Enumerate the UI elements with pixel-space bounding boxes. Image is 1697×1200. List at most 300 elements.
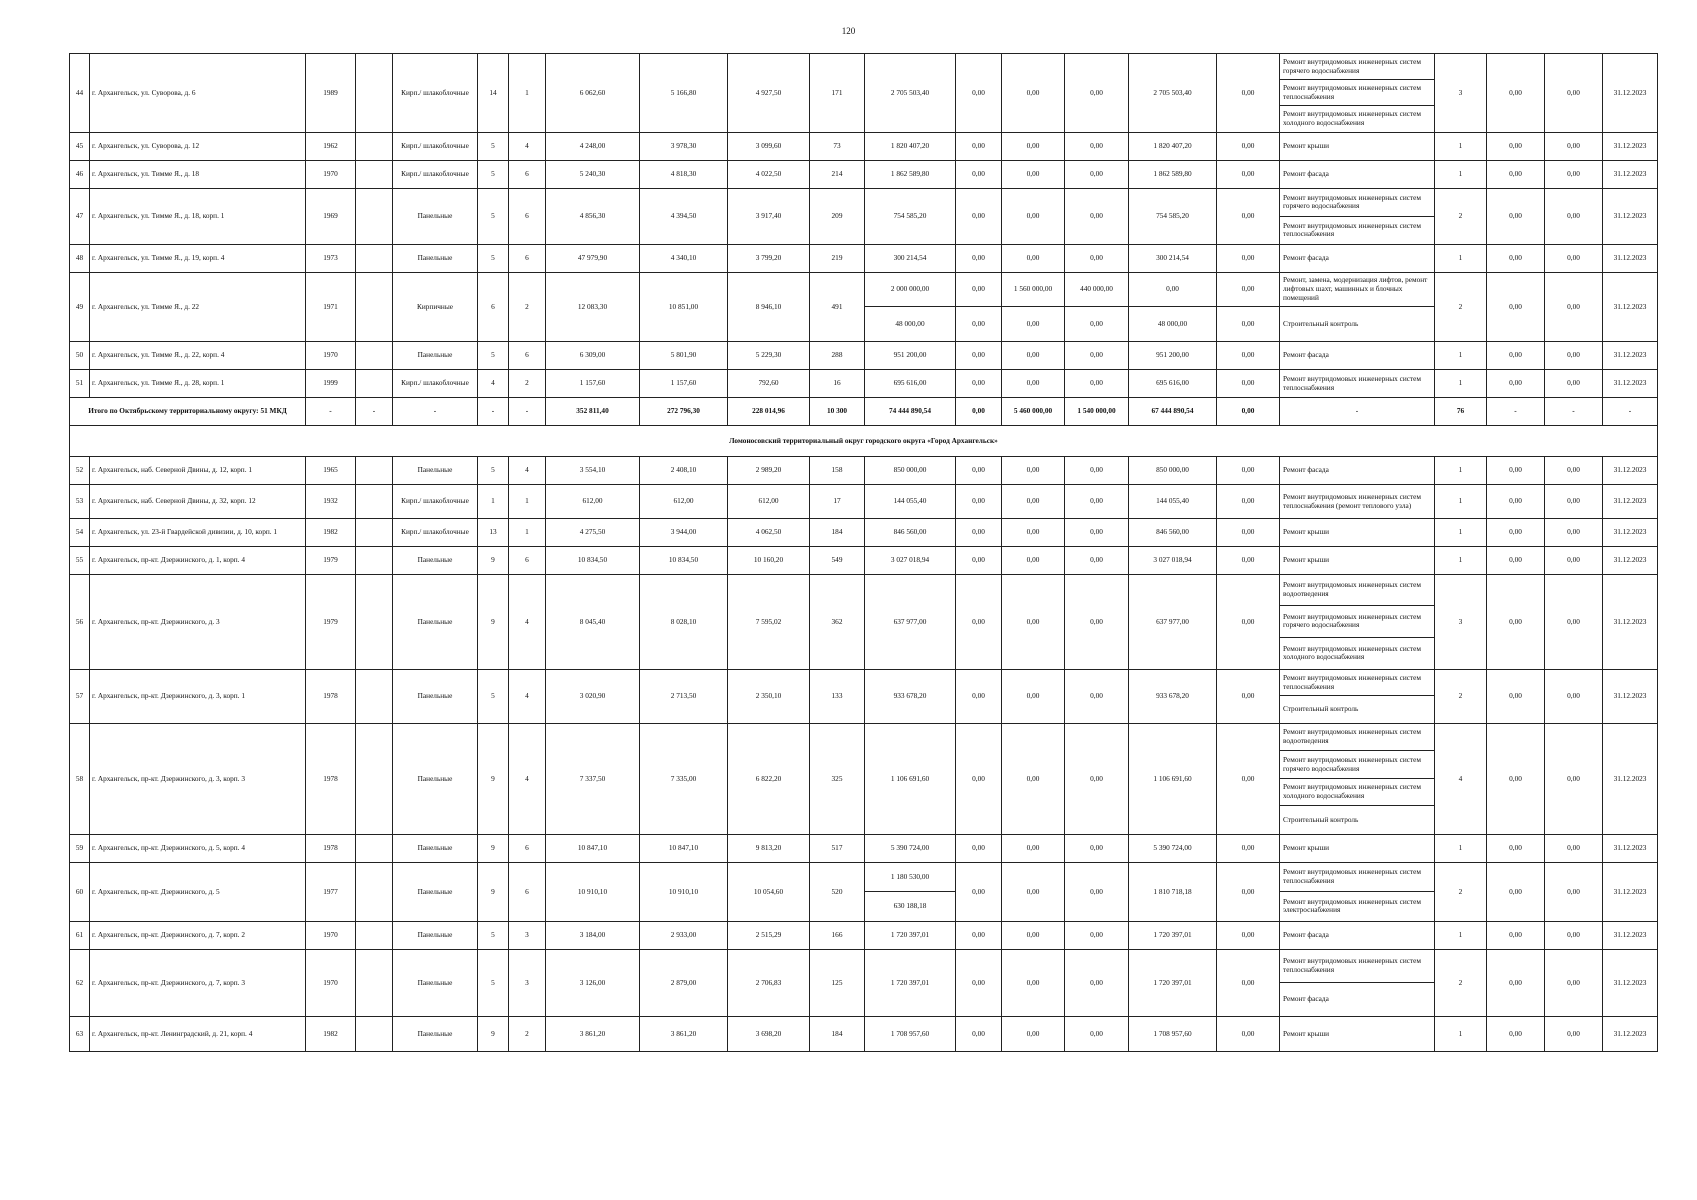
fund-owners-cell: 144 055,40	[1129, 485, 1217, 519]
unit-cost-limit-cell: 0,00	[1545, 161, 1603, 189]
residential-area-cell: 5 229,30	[728, 342, 810, 370]
deadline-cell: 31.12.2023	[1603, 575, 1658, 670]
table-row	[70, 342, 1658, 370]
entrances-cell: 2	[509, 1016, 546, 1051]
row-number: 61	[70, 921, 90, 949]
residential-area-cell: 10 160,20	[728, 547, 810, 575]
section-header-row	[70, 426, 1658, 457]
total-area-cell: 612,00	[546, 485, 640, 519]
fund-owners-cell: 850 000,00	[1129, 457, 1217, 485]
total-cell: -	[393, 398, 478, 426]
total-row	[70, 398, 1658, 426]
unit-cost-limit-cell: 0,00	[1545, 1016, 1603, 1051]
entrances-cell: 2	[509, 370, 546, 398]
total-cell: 5 460 000,00	[1002, 398, 1065, 426]
total-cell: -	[306, 398, 356, 426]
fund-local-cell: 0,00	[1065, 370, 1129, 398]
unit-cost-cell: 0,00	[1487, 161, 1545, 189]
works-count-cell: 1	[1435, 245, 1487, 273]
row-number: 58	[70, 723, 90, 834]
entrances-cell: 1	[509, 485, 546, 519]
row-number: 47	[70, 189, 90, 245]
cost-cell-part: 1 180 530,00	[865, 863, 955, 892]
fund-regional-cell: 0,00	[1002, 575, 1065, 670]
table-row	[70, 485, 1658, 519]
premises-area-cell: 8 028,10	[640, 575, 728, 670]
fund-local-cell	[1065, 273, 1129, 342]
unit-cost-limit-cell: 0,00	[1545, 669, 1603, 723]
work-item: Ремонт внутридомовых инженерных систем водоотведения	[1280, 575, 1434, 606]
work-item: Ремонт фасада	[1283, 994, 1329, 1004]
wall-material-cell: Кирп./ шлакоблочные	[393, 485, 478, 519]
total-area-cell: 5 240,30	[546, 161, 640, 189]
fund-local-cell: 0,00	[1065, 245, 1129, 273]
total-cell: 74 444 890,54	[865, 398, 956, 426]
premises-area-cell: 2 713,50	[640, 669, 728, 723]
works-count-cell: 1	[1435, 161, 1487, 189]
year-overhaul-cell	[356, 834, 393, 862]
fund-owners-cell: 3 027 018,94	[1129, 547, 1217, 575]
row-number: 63	[70, 1016, 90, 1051]
year-overhaul-cell	[356, 161, 393, 189]
fund-regional-cell: 0,00	[1002, 485, 1065, 519]
address-cell: г. Архангельск, пр-кт. Ленинградский, д. 21, корп. 4	[90, 1016, 306, 1051]
works-count-cell: 4	[1435, 723, 1487, 834]
year-built-cell: 1970	[306, 161, 356, 189]
deadline-cell: 31.12.2023	[1603, 547, 1658, 575]
wall-material-cell: Кирп./ шлакоблочные	[393, 519, 478, 547]
deadline-cell: 31.12.2023	[1603, 949, 1658, 1016]
total-cell: -	[509, 398, 546, 426]
deadline-cell: 31.12.2023	[1603, 133, 1658, 161]
total-cell: 67 444 890,54	[1129, 398, 1217, 426]
works-count-cell: 1	[1435, 342, 1487, 370]
unit-cost-limit-cell: 0,00	[1545, 575, 1603, 670]
year-overhaul-cell	[356, 245, 393, 273]
fund-owners-cell: 933 678,20	[1129, 669, 1217, 723]
deadline-cell: 31.12.2023	[1603, 519, 1658, 547]
fund-local-cell: 0,00	[1065, 54, 1129, 133]
unit-cost-limit-cell: 0,00	[1545, 949, 1603, 1016]
deadline-cell: 31.12.2023	[1603, 1016, 1658, 1051]
fund-regional-cell: 0,00	[1002, 834, 1065, 862]
premises-area-cell: 3 978,30	[640, 133, 728, 161]
address-cell: г. Архангельск, пр-кт. Дзержинского, д. 5, корп. 4	[90, 834, 306, 862]
residents-cell: 325	[810, 723, 865, 834]
fund-owners-cell: 5 390 724,00	[1129, 834, 1217, 862]
total-cell: -	[478, 398, 509, 426]
deadline-cell: 31.12.2023	[1603, 54, 1658, 133]
work-item: Ремонт внутридомовых инженерных систем теплоснабжения	[1280, 863, 1434, 892]
row-number: 59	[70, 834, 90, 862]
total-cell: -	[356, 398, 393, 426]
fund-other-cell: 0,00	[1217, 161, 1280, 189]
total-cell: 10 300	[810, 398, 865, 426]
work-item: Ремонт фасада	[1283, 253, 1329, 263]
works-cell	[1280, 245, 1435, 273]
floors-cell: 5	[478, 161, 509, 189]
work-item: Ремонт внутридомовых инженерных систем горячего водоснабжения	[1280, 751, 1434, 779]
works-count-cell: 1	[1435, 519, 1487, 547]
floors-cell: 5	[478, 189, 509, 245]
year-built-cell: 1971	[306, 273, 356, 342]
total-area-cell: 4 248,00	[546, 133, 640, 161]
cost-cell: 951 200,00	[865, 342, 956, 370]
deadline-cell: 31.12.2023	[1603, 723, 1658, 834]
works-count-cell: 2	[1435, 949, 1487, 1016]
residents-cell: 549	[810, 547, 865, 575]
entrances-cell: 3	[509, 949, 546, 1016]
fund-federal-cell: 0,00	[956, 723, 1002, 834]
fund-regional-cell: 0,00	[1002, 723, 1065, 834]
fund-regional-cell: 0,00	[1002, 669, 1065, 723]
premises-area-cell: 4 340,10	[640, 245, 728, 273]
table-row	[70, 457, 1658, 485]
work-item: Ремонт фасада	[1283, 465, 1329, 475]
fund-federal-cell: 0,00	[956, 862, 1002, 921]
fund-owners-cell: 1 820 407,20	[1129, 133, 1217, 161]
works-cell	[1280, 547, 1435, 575]
cost-cell: 695 616,00	[865, 370, 956, 398]
capital-repair-table	[69, 53, 1658, 1052]
total-cell: 228 014,96	[728, 398, 810, 426]
floors-cell: 5	[478, 342, 509, 370]
residents-cell: 517	[810, 834, 865, 862]
work-item: Строительный контроль	[1283, 318, 1359, 328]
wall-material-cell: Кирп./ шлакоблочные	[393, 370, 478, 398]
total-area-cell: 3 861,20	[546, 1016, 640, 1051]
table-row	[70, 189, 1658, 245]
residents-cell: 288	[810, 342, 865, 370]
cost-cell: 846 560,00	[865, 519, 956, 547]
row-number: 55	[70, 547, 90, 575]
works-count-cell: 1	[1435, 1016, 1487, 1051]
wall-material-cell: Панельные	[393, 949, 478, 1016]
year-built-cell: 1977	[306, 862, 356, 921]
floors-cell: 14	[478, 54, 509, 133]
cost-cell-part: 630 188,18	[893, 901, 927, 911]
works-cell	[1280, 133, 1435, 161]
fund-local-cell: 0,00	[1065, 921, 1129, 949]
unit-cost-limit-cell: 0,00	[1545, 519, 1603, 547]
deadline-cell: 31.12.2023	[1603, 921, 1658, 949]
residents-cell: 133	[810, 669, 865, 723]
fund-owners-cell: 1 720 397,01	[1129, 921, 1217, 949]
residents-cell: 491	[810, 273, 865, 342]
residential-area-cell: 7 595,02	[728, 575, 810, 670]
address-cell: г. Архангельск, ул. Тимме Я., д. 18, корп. 1	[90, 189, 306, 245]
works-count-cell: 2	[1435, 273, 1487, 342]
work-item: Ремонт внутридомовых инженерных систем холодного водоснабжения	[1283, 109, 1422, 127]
fund-other-cell: 0,00	[1217, 189, 1280, 245]
fund-other-cell: 0,00	[1217, 669, 1280, 723]
works-count-cell: 2	[1435, 189, 1487, 245]
works-cell	[1280, 921, 1435, 949]
cost-cell: 1 862 589,80	[865, 161, 956, 189]
residential-area-cell: 2 350,10	[728, 669, 810, 723]
work-item: Ремонт внутридомовых инженерных систем теплоснабжения	[1280, 80, 1434, 106]
unit-cost-cell: 0,00	[1487, 54, 1545, 133]
works-count-cell: 1	[1435, 834, 1487, 862]
table-row	[70, 723, 1658, 834]
cost-cell: 1 820 407,20	[865, 133, 956, 161]
year-built-cell: 1978	[306, 834, 356, 862]
premises-area-cell: 3 861,20	[640, 1016, 728, 1051]
total-cell: -	[1603, 398, 1658, 426]
fund-other-cell: 0,00	[1217, 723, 1280, 834]
residents-cell: 73	[810, 133, 865, 161]
total-area-cell: 1 157,60	[546, 370, 640, 398]
work-item: Ремонт внутридомовых инженерных систем теплоснабжения	[1283, 220, 1422, 239]
fund-owners-cell: 846 560,00	[1129, 519, 1217, 547]
fund-local-cell: 0,00	[1065, 133, 1129, 161]
fund-local-cell: 0,00	[1065, 189, 1129, 245]
premises-area-cell: 2 879,00	[640, 949, 728, 1016]
row-number: 50	[70, 342, 90, 370]
fund-other-cell: 0,00	[1217, 54, 1280, 133]
total-area-cell: 3 126,00	[546, 949, 640, 1016]
address-cell: г. Архангельск, ул. Тимме Я., д. 18	[90, 161, 306, 189]
fund-local-cell: 0,00	[1065, 161, 1129, 189]
table-row	[70, 54, 1658, 133]
deadline-cell: 31.12.2023	[1603, 273, 1658, 342]
row-number: 44	[70, 54, 90, 133]
cost-cell	[865, 862, 956, 921]
cost-cell: 3 027 018,94	[865, 547, 956, 575]
year-built-cell: 1979	[306, 575, 356, 670]
table-row	[70, 575, 1658, 670]
address-cell: г. Архангельск, ул. Суворова, д. 12	[90, 133, 306, 161]
premises-area-cell: 4 394,50	[640, 189, 728, 245]
unit-cost-limit-cell: 0,00	[1545, 834, 1603, 862]
work-item: Ремонт внутридомовых инженерных систем горячего водоснабжения	[1280, 189, 1434, 217]
residents-cell: 184	[810, 1016, 865, 1051]
fund-regional-cell: 0,00	[1002, 342, 1065, 370]
unit-cost-cell: 0,00	[1487, 189, 1545, 245]
unit-cost-cell: 0,00	[1487, 457, 1545, 485]
row-number: 52	[70, 457, 90, 485]
fund-federal-cell: 0,00	[956, 370, 1002, 398]
unit-cost-limit-cell: 0,00	[1545, 189, 1603, 245]
works-cell	[1280, 457, 1435, 485]
work-item: Ремонт крыши	[1283, 555, 1330, 565]
cost-cell: 300 214,54	[865, 245, 956, 273]
deadline-cell: 31.12.2023	[1603, 342, 1658, 370]
total-area-cell: 10 910,10	[546, 862, 640, 921]
fund-other-cell-part: 0,00	[1241, 318, 1255, 328]
work-item: Ремонт внутридомовых инженерных систем электроснабжения	[1283, 896, 1422, 915]
entrances-cell: 4	[509, 669, 546, 723]
year-overhaul-cell	[356, 862, 393, 921]
floors-cell: 5	[478, 921, 509, 949]
work-item: Ремонт внутридомовых инженерных систем горячего водоснабжения	[1280, 606, 1434, 637]
premises-area-cell: 2 408,10	[640, 457, 728, 485]
table-row	[70, 245, 1658, 273]
fund-regional-cell: 0,00	[1002, 862, 1065, 921]
residents-cell: 362	[810, 575, 865, 670]
entrances-cell: 4	[509, 575, 546, 670]
floors-cell: 9	[478, 723, 509, 834]
unit-cost-limit-cell: 0,00	[1545, 273, 1603, 342]
fund-federal-cell: 0,00	[956, 245, 1002, 273]
residential-area-cell: 2 989,20	[728, 457, 810, 485]
year-overhaul-cell	[356, 1016, 393, 1051]
total-cell: 352 811,40	[546, 398, 640, 426]
floors-cell: 5	[478, 245, 509, 273]
premises-area-cell: 2 933,00	[640, 921, 728, 949]
fund-local-cell: 0,00	[1065, 862, 1129, 921]
unit-cost-cell: 0,00	[1487, 862, 1545, 921]
unit-cost-cell: 0,00	[1487, 575, 1545, 670]
fund-federal-cell: 0,00	[956, 54, 1002, 133]
entrances-cell: 6	[509, 342, 546, 370]
address-cell: г. Архангельск, пр-кт. Дзержинского, д. 7, корп. 3	[90, 949, 306, 1016]
fund-other-cell: 0,00	[1217, 245, 1280, 273]
fund-local-cell: 0,00	[1065, 949, 1129, 1016]
works-count-cell: 1	[1435, 133, 1487, 161]
works-cell	[1280, 575, 1435, 670]
row-number: 53	[70, 485, 90, 519]
row-number: 51	[70, 370, 90, 398]
works-count-cell: 1	[1435, 547, 1487, 575]
deadline-cell: 31.12.2023	[1603, 245, 1658, 273]
fund-local-cell: 0,00	[1065, 669, 1129, 723]
cost-cell-part: 2 000 000,00	[865, 273, 955, 307]
works-cell	[1280, 723, 1435, 834]
total-area-cell: 4 856,30	[546, 189, 640, 245]
fund-federal-cell: 0,00	[956, 834, 1002, 862]
year-built-cell: 1970	[306, 949, 356, 1016]
fund-regional-cell: 0,00	[1002, 949, 1065, 1016]
wall-material-cell: Панельные	[393, 862, 478, 921]
year-overhaul-cell	[356, 485, 393, 519]
floors-cell: 9	[478, 834, 509, 862]
entrances-cell: 1	[509, 519, 546, 547]
entrances-cell: 1	[509, 54, 546, 133]
fund-owners-cell: 951 200,00	[1129, 342, 1217, 370]
table-row	[70, 519, 1658, 547]
floors-cell: 9	[478, 547, 509, 575]
work-item: Ремонт фасада	[1283, 169, 1329, 179]
premises-area-cell: 4 818,30	[640, 161, 728, 189]
deadline-cell: 31.12.2023	[1603, 485, 1658, 519]
work-item: Строительный контроль	[1283, 814, 1359, 824]
unit-cost-limit-cell: 0,00	[1545, 245, 1603, 273]
unit-cost-cell: 0,00	[1487, 1016, 1545, 1051]
row-number: 49	[70, 273, 90, 342]
entrances-cell: 2	[509, 273, 546, 342]
year-built-cell: 1962	[306, 133, 356, 161]
floors-cell: 13	[478, 519, 509, 547]
fund-other-cell: 0,00	[1217, 921, 1280, 949]
fund-local-cell: 0,00	[1065, 457, 1129, 485]
year-built-cell: 1973	[306, 245, 356, 273]
wall-material-cell: Панельные	[393, 245, 478, 273]
unit-cost-limit-cell: 0,00	[1545, 342, 1603, 370]
fund-other-cell: 0,00	[1217, 949, 1280, 1016]
works-count-cell: 3	[1435, 575, 1487, 670]
unit-cost-cell: 0,00	[1487, 245, 1545, 273]
residents-cell: 184	[810, 519, 865, 547]
deadline-cell: 31.12.2023	[1603, 669, 1658, 723]
cost-cell: 933 678,20	[865, 669, 956, 723]
fund-federal-cell-part: 0,00	[956, 273, 1001, 307]
residential-area-cell: 3 917,40	[728, 189, 810, 245]
year-built-cell: 1970	[306, 342, 356, 370]
works-cell	[1280, 342, 1435, 370]
fund-owners-cell: 1 810 718,18	[1129, 862, 1217, 921]
fund-other-cell: 0,00	[1217, 485, 1280, 519]
works-cell	[1280, 485, 1435, 519]
address-cell: г. Архангельск, пр-кт. Дзержинского, д. 3, корп. 1	[90, 669, 306, 723]
fund-regional-cell: 0,00	[1002, 457, 1065, 485]
entrances-cell: 4	[509, 133, 546, 161]
year-overhaul-cell	[356, 189, 393, 245]
wall-material-cell: Панельные	[393, 669, 478, 723]
address-cell: г. Архангельск, ул. Тимме Я., д. 19, корп. 4	[90, 245, 306, 273]
works-count-cell: 1	[1435, 457, 1487, 485]
entrances-cell: 6	[509, 189, 546, 245]
floors-cell: 9	[478, 862, 509, 921]
address-cell: г. Архангельск, пр-кт. Дзержинского, д. 3	[90, 575, 306, 670]
year-built-cell: 1982	[306, 1016, 356, 1051]
fund-owners-cell: 637 977,00	[1129, 575, 1217, 670]
floors-cell: 9	[478, 1016, 509, 1051]
fund-owners-cell: 1 708 957,60	[1129, 1016, 1217, 1051]
unit-cost-limit-cell: 0,00	[1545, 457, 1603, 485]
work-item: Ремонт фасада	[1283, 930, 1329, 940]
works-cell	[1280, 189, 1435, 245]
wall-material-cell: Кирп./ шлакоблочные	[393, 54, 478, 133]
fund-federal-cell: 0,00	[956, 669, 1002, 723]
residents-cell: 17	[810, 485, 865, 519]
deadline-cell: 31.12.2023	[1603, 161, 1658, 189]
residents-cell: 125	[810, 949, 865, 1016]
premises-area-cell: 10 834,50	[640, 547, 728, 575]
fund-owners-cell-part: 48 000,00	[1157, 318, 1188, 328]
fund-regional-cell: 0,00	[1002, 921, 1065, 949]
cost-cell	[865, 273, 956, 342]
works-count-cell: 1	[1435, 485, 1487, 519]
cost-cell: 1 708 957,60	[865, 1016, 956, 1051]
address-cell: г. Архангельск, пр-кт. Дзержинского, д. 7, корп. 2	[90, 921, 306, 949]
table-row	[70, 862, 1658, 921]
fund-local-cell: 0,00	[1065, 519, 1129, 547]
work-item: Ремонт фасада	[1283, 350, 1329, 360]
floors-cell: 4	[478, 370, 509, 398]
address-cell: г. Архангельск, ул. 23-й Гвардейской дивизии, д. 10, корп. 1	[90, 519, 306, 547]
year-overhaul-cell	[356, 949, 393, 1016]
unit-cost-cell: 0,00	[1487, 949, 1545, 1016]
premises-area-cell: 1 157,60	[640, 370, 728, 398]
year-built-cell: 1978	[306, 669, 356, 723]
unit-cost-cell: 0,00	[1487, 519, 1545, 547]
fund-other-cell: 0,00	[1217, 133, 1280, 161]
unit-cost-limit-cell: 0,00	[1545, 921, 1603, 949]
fund-federal-cell: 0,00	[956, 519, 1002, 547]
fund-owners-cell: 754 585,20	[1129, 189, 1217, 245]
unit-cost-cell: 0,00	[1487, 547, 1545, 575]
address-cell: г. Архангельск, пр-кт. Дзержинского, д. 5	[90, 862, 306, 921]
deadline-cell: 31.12.2023	[1603, 370, 1658, 398]
works-cell	[1280, 519, 1435, 547]
unit-cost-cell: 0,00	[1487, 723, 1545, 834]
fund-local-cell-part: 440 000,00	[1065, 273, 1128, 307]
fund-regional-cell: 0,00	[1002, 54, 1065, 133]
total-cell: -	[1545, 398, 1603, 426]
fund-owners-cell: 1 862 589,80	[1129, 161, 1217, 189]
year-overhaul-cell	[356, 723, 393, 834]
